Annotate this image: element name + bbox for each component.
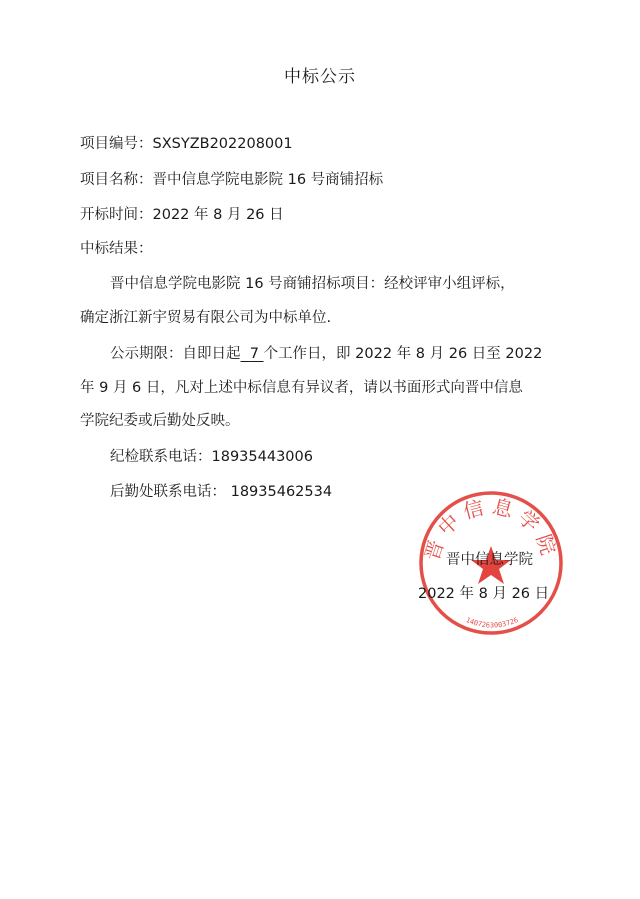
project-number-label: 项目编号： [80,136,153,152]
project-name-row [80,170,383,190]
seal-serial-number: 1407263003726 [464,616,520,630]
project-name-value: 晋中信息学院电影院 16 号商铺招标 [152,172,384,188]
open-time-value: 2022 年 8 月 26 日 [152,207,284,223]
open-time-label: 开标时间： [80,207,153,223]
project-number-row [80,134,293,154]
logistics-contact: 后勤处联系电话： 18935462534 [110,484,333,500]
notice-period-line-3: 学院纪委或后勤处反映。 [80,413,240,429]
notice-period-days [241,346,264,362]
discipline-contact: 纪检联系电话：18935443006 [110,449,313,465]
page-title: 中标公示 [284,67,356,87]
seal-arc-text: 晋中信息学院 [419,493,563,564]
signature-organization: 晋中信息学院 [446,552,533,568]
signature-date: 2022 年 8 月 26 日 [418,586,550,602]
project-name-label: 项目名称： [80,172,153,188]
result-paragraph-line-2: 确定浙江新宇贸易有限公司为中标单位. [80,310,332,326]
notice-period-line-2: 年 9 月 6 日，凡对上述中标信息有异议者，请以书面形式向晋中信息 [80,380,523,396]
notice-period-suffix: 个工作日，即 2022 年 8 月 26 日至 2022 [263,346,543,362]
notice-days-value: 7 [249,346,259,362]
notice-period-line-1 [110,344,542,364]
project-number-value: SXSYZB202208001 [152,136,293,152]
result-paragraph-line-1: 晋中信息学院电影院 16 号商铺招标项目：经校评审小组评标， [110,276,515,292]
result-heading: 中标结果： [80,241,153,257]
open-time-row [80,205,284,225]
notice-period-prefix: 公示期限：自即日起 [110,346,241,362]
